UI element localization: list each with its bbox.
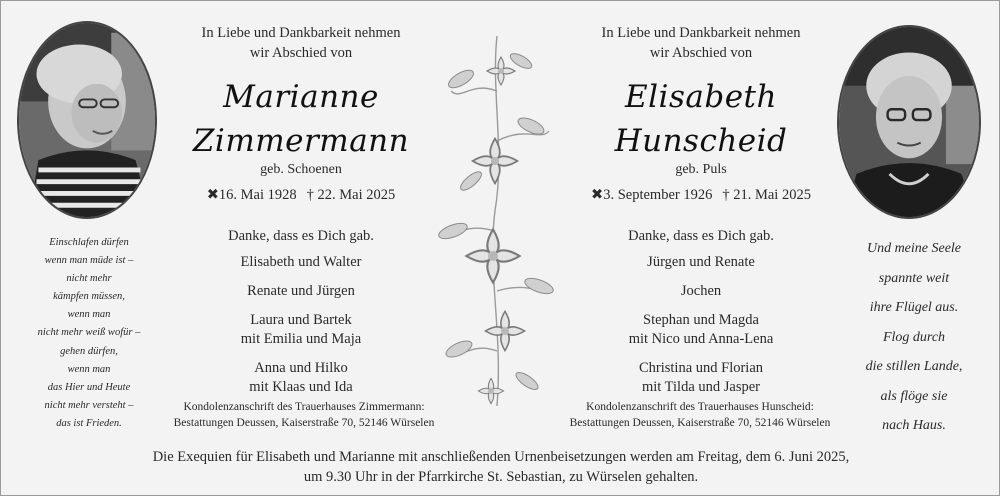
poem-line: nicht mehr versteht –: [44, 399, 134, 411]
poem-line: spannte weit: [878, 270, 950, 286]
family-entry: [164, 253, 438, 272]
intro-line: In Liebe und Dankbarkeit nehmen: [601, 25, 801, 41]
poem-line: wenn man müde ist –: [44, 255, 134, 267]
family-entry: [164, 359, 438, 397]
intro-line: In Liebe und Dankbarkeit nehmen: [201, 25, 401, 41]
family-line: Jürgen und Renate: [647, 254, 755, 270]
life-dates: [565, 185, 837, 205]
right-announcement: [565, 23, 837, 397]
poem-line: ihre Flügel aus.: [869, 300, 959, 315]
death-date: † 21. Mai 2025: [722, 187, 811, 203]
family-entry: [565, 311, 837, 349]
condolence-line: Bestattungen Deussen, Kaiserstraße 70, 52146 Würselen: [173, 417, 435, 429]
poem-line: Einschlafen dürfen: [49, 237, 129, 248]
poem-left: [15, 234, 163, 433]
family-line: Anna und Hilko: [254, 360, 348, 376]
intro-line: wir Abschied von: [649, 45, 753, 61]
poem-line: wenn man: [67, 363, 111, 375]
poem-right: [841, 234, 987, 441]
poem-line: nicht mehr: [66, 273, 112, 285]
family-line: Renate und Jürgen: [247, 283, 355, 299]
portrait-photo-marianne: [17, 21, 157, 219]
family-line: Stephan und Magda: [643, 312, 759, 328]
family-line: Laura und Bartek: [250, 312, 352, 328]
birth-date: ✖3. September 1926: [591, 187, 713, 203]
family-line: mit Tilda und Jasper: [641, 379, 761, 395]
family-entry: [565, 253, 837, 272]
condolence-line: Kondolenzanschrift des Trauerhauses Zimmermann:: [183, 401, 425, 413]
birth-name: geb. Puls: [675, 162, 727, 177]
deceased-first-name: Elisabeth: [625, 79, 777, 115]
condolence-address-left: [161, 399, 447, 431]
portrait-photo-elisabeth: [837, 25, 981, 219]
family-line: Jochen: [680, 283, 722, 299]
thanks-line: Danke, dass es Dich gab.: [228, 228, 374, 244]
birth-date: ✖16. Mai 1928: [206, 187, 297, 203]
deceased-last-name: Hunscheid: [614, 123, 788, 159]
poem-line: gehen dürfen,: [60, 345, 118, 357]
family-line: mit Klaas und Ida: [249, 379, 353, 395]
family-entry: [565, 282, 837, 301]
poem-line: das ist Frieden.: [56, 417, 122, 429]
thanks-line: Danke, dass es Dich gab.: [628, 228, 774, 244]
life-dates: [164, 185, 438, 205]
floral-ornament: [431, 31, 563, 411]
deceased-first-name: Marianne: [223, 79, 379, 115]
funeral-info-line: um 9.30 Uhr in der Pfarrkirche St. Sebastian, zu Würselen gehalten.: [303, 469, 699, 485]
intro-line: wir Abschied von: [249, 45, 353, 61]
family-line: Elisabeth und Walter: [240, 254, 362, 270]
condolence-line: Kondolenzanschrift des Trauerhauses Hunscheid:: [586, 401, 814, 413]
poem-line: das Hier und Heute: [47, 381, 131, 393]
funeral-info: [101, 447, 901, 487]
family-entry: [565, 359, 837, 397]
family-line: mit Nico und Anna-Lena: [628, 331, 774, 347]
family-line: mit Emilia und Maja: [240, 331, 362, 347]
poem-line: nicht mehr weiß wofür –: [37, 327, 141, 339]
poem-line: Flog durch: [882, 329, 946, 345]
condolence-line: Bestattungen Deussen, Kaiserstraße 70, 52146 Würselen: [569, 417, 831, 429]
poem-line: die stillen Lande,: [865, 359, 963, 374]
death-date: † 22. Mai 2025: [306, 187, 396, 203]
family-entry: [164, 311, 438, 349]
poem-line: Und meine Seele: [866, 241, 962, 256]
poem-line: als flöge sie: [880, 388, 948, 404]
poem-line: wenn man: [67, 309, 111, 321]
family-line: Christina und Florian: [638, 360, 764, 376]
birth-name: geb. Schoenen: [260, 162, 342, 177]
family-entry: [164, 282, 438, 301]
condolence-address-right: [542, 399, 858, 431]
poem-line: nach Haus.: [882, 418, 946, 433]
poem-line: kämpfen müssen,: [53, 291, 125, 303]
left-announcement: [164, 23, 438, 397]
deceased-last-name: Zimmermann: [192, 123, 410, 159]
funeral-info-line: Die Exequien für Elisabeth und Marianne mit anschließenden Urnenbeisetzungen werden am Freitag, dem 6. Juni 2025,: [152, 449, 850, 465]
